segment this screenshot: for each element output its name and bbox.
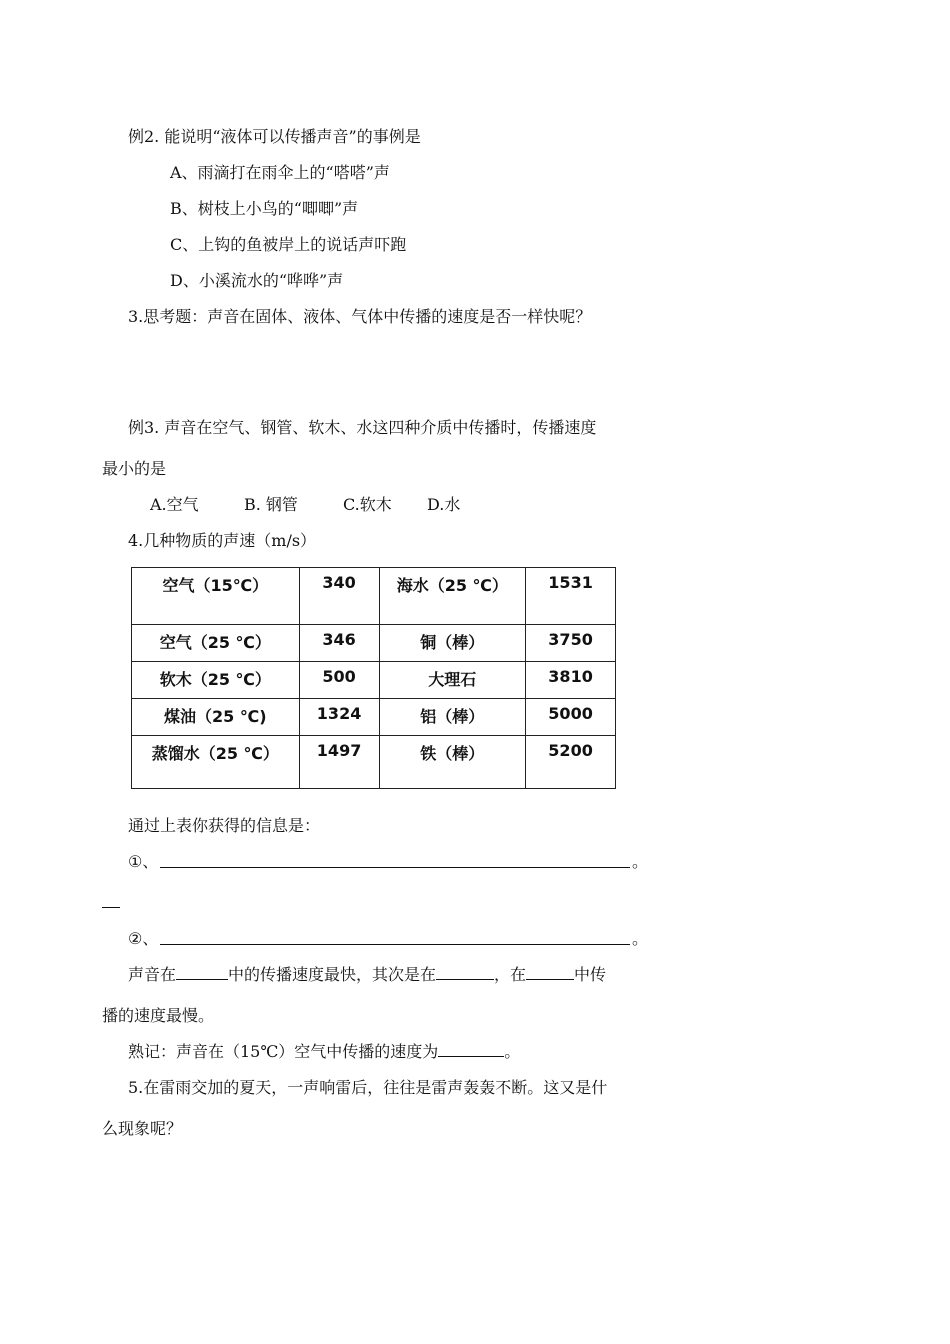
example-3-options [150,495,460,515]
info-item-2-label: ②、 [128,929,159,948]
table-cell: 5200 [526,736,616,789]
example-3-option-a: A.空气 [150,495,199,514]
table-cell: 340 [299,568,379,625]
table-cell: 1497 [299,736,379,789]
fill-sentence-line-2: 播的速度最慢。 [102,1006,215,1025]
info-item-2-period: 。 [632,929,649,948]
table-cell: 3810 [526,662,616,699]
table-cell: 铁（棒） [379,736,526,789]
info-item-1-blank[interactable] [160,867,630,868]
fill-text: 中的传播速度最快，其次是在 [228,965,437,984]
table-row [132,625,616,662]
fill-text: ，在 [494,965,527,984]
table-row [132,662,616,699]
table-cell: 蒸馏水（25 ℃） [132,736,300,789]
fill-text: 中传 [574,965,607,984]
example-3-stem-line-1: 例3. 声音在空气、钢管、软木、水这四种介质中传播时，传播速度 [128,418,597,437]
fill-blank-slowest[interactable] [526,965,574,980]
table-cell: 煤油（25 ℃) [132,699,300,736]
table-cell: 软木（25 ℃） [132,662,300,699]
fill-text: 声音在 [128,965,177,984]
table-cell: 1324 [299,699,379,736]
table-cell: 空气（25 ℃） [132,625,300,662]
example-3-stem-line-2: 最小的是 [102,459,167,478]
table-row [132,568,616,625]
example-3-option-b: B. 钢管 [244,495,298,514]
table-row [132,736,616,789]
example-2-stem: 例2. 能说明“液体可以传播声音”的事例是 [128,127,421,146]
memorize-text: 熟记：声音在（15℃）空气中传播的速度为 [128,1042,439,1061]
table-cell: 铜（棒） [379,625,526,662]
table-cell: 1531 [526,568,616,625]
memorize-end: 。 [504,1042,521,1061]
fill-blank-second[interactable] [436,965,494,980]
question-5-line-2: 么现象呢？ [102,1119,183,1138]
question-3: 3.思考题：声音在固体、液体、气体中传播的速度是否一样快呢？ [128,307,592,326]
table-cell: 3750 [526,625,616,662]
info-item-1-period: 。 [632,852,649,871]
table-cell: 空气（15℃） [132,568,300,625]
fill-blank-fastest[interactable] [176,965,228,980]
example-3-option-d: D.水 [427,495,461,514]
example-2-option-d: D、小溪流水的“哗哗”声 [170,271,344,290]
table-cell: 346 [299,625,379,662]
memorize-line [128,1042,520,1062]
table-cell: 500 [299,662,379,699]
info-lead: 通过上表你获得的信息是： [128,816,321,835]
stray-dash [102,907,120,908]
table-row [132,699,616,736]
table-cell: 5000 [526,699,616,736]
table-cell: 铝（棒） [379,699,526,736]
table-cell: 大理石 [379,662,526,699]
info-item-2-blank[interactable] [160,944,630,945]
table-cell: 海水（25 ℃） [379,568,526,625]
example-2-option-c: C、上钩的鱼被岸上的说话声吓跑 [170,235,407,254]
example-2-option-b: B、树枝上小鸟的“唧唧”声 [170,199,359,218]
info-item-1-label: ①、 [128,852,159,871]
example-2-option-a: A、雨滴打在雨伞上的“嗒嗒”声 [170,163,390,182]
example-3-option-c: C.软木 [343,495,392,514]
memorize-blank[interactable] [438,1042,504,1057]
question-5-line-1: 5.在雷雨交加的夏天，一声响雷后，往往是雷声轰轰不断。这又是什 [128,1078,608,1097]
fill-sentence-line-1 [128,965,606,985]
sound-speed-table [131,567,616,789]
question-4-title: 4.几种物质的声速（m/s） [128,531,317,550]
